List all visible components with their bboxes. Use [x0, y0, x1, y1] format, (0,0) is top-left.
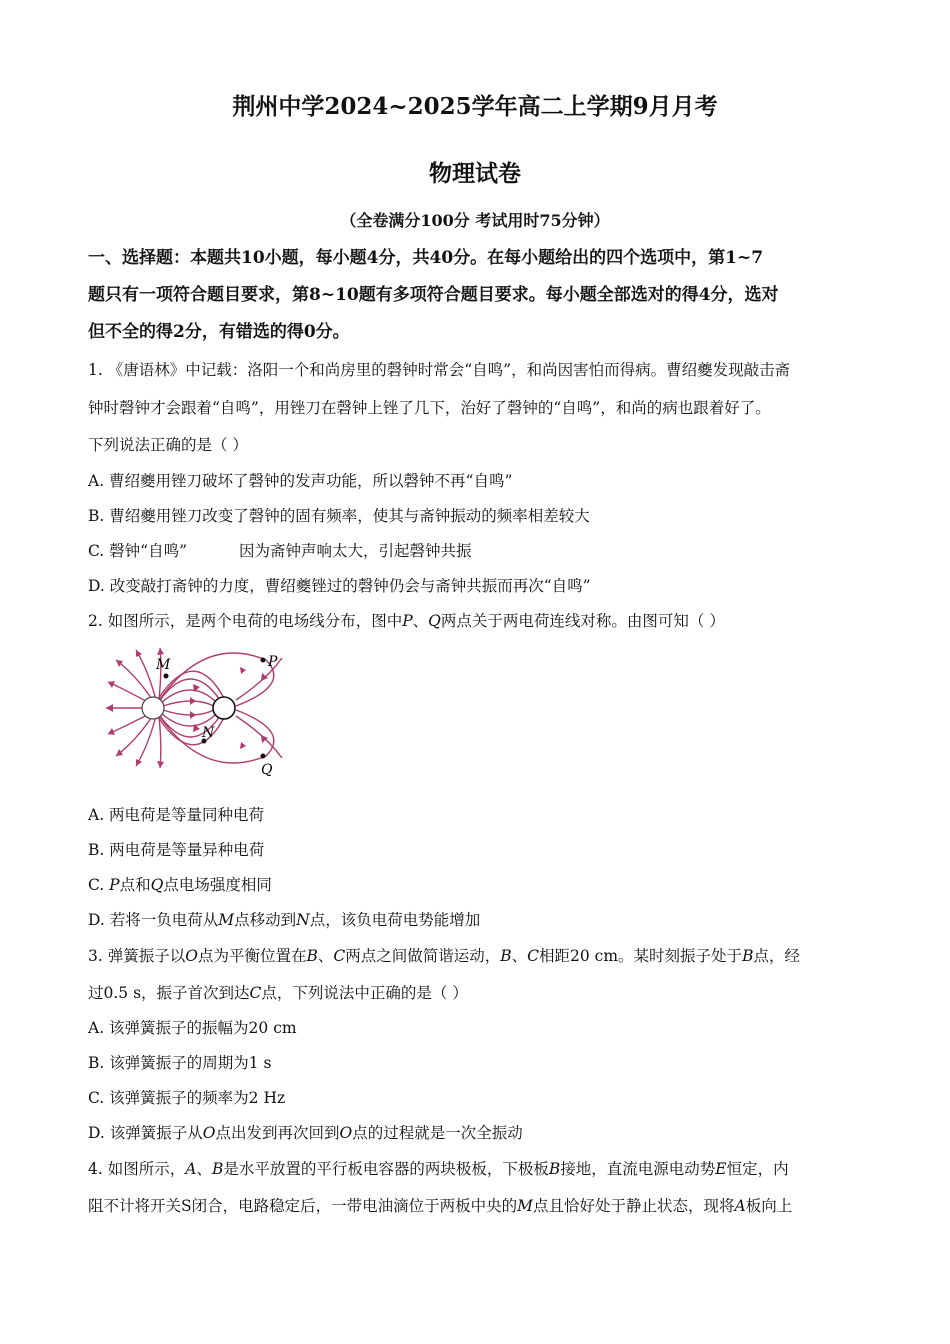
- q4-bvar2: B: [548, 1160, 561, 1178]
- q1-option-b: B. 曹绍夔用锉刀改变了磬钟的固有频率，使其与斋钟振动的频率相差较大: [88, 507, 590, 525]
- q3-stem-line-1: [88, 944, 878, 966]
- point-m-dot: [164, 674, 169, 679]
- q1-option-c-part1: C. 磬钟“自鸣”: [88, 542, 188, 560]
- q4-avar2: A: [734, 1197, 746, 1215]
- q3-sep2: 、: [511, 947, 528, 965]
- section-instructions: [88, 240, 868, 351]
- q2-c-p: P: [109, 876, 120, 894]
- q2-option-b: B. 两电荷是等量异种电荷: [88, 841, 265, 859]
- negative-charge: [213, 697, 235, 719]
- q4-bvar: B: [211, 1160, 224, 1178]
- q4-evar: E: [715, 1160, 727, 1178]
- label-q: Q: [261, 762, 273, 778]
- q2-d-a: D. 若将一负电荷从: [88, 911, 219, 929]
- exam-title: 荆州中学2024~2025学年高二上学期9月月考: [232, 93, 718, 120]
- q2-d-b: 点移动到: [234, 911, 297, 929]
- q1-option-c: [88, 539, 878, 561]
- q3-d-b: 点出发到再次回到: [215, 1124, 340, 1142]
- positive-charge: [142, 697, 164, 719]
- q1-option-c-part2: 因为斋钟声响太大，引起磬钟共振: [239, 542, 472, 560]
- q4-l2a: 阻不计将开关S闭合，电路稳定后，一带电油滴位于两板中央的: [88, 1197, 518, 1215]
- q3-cvar2: C: [527, 947, 540, 965]
- q4-b: 是水平放置的平行板电容器的两块极板，下极板: [223, 1160, 549, 1178]
- q2-d-c: 点，该负电荷电势能增加: [309, 911, 481, 929]
- q2-option-a: A. 两电荷是等量同种电荷: [88, 806, 265, 824]
- q4-mvar: M: [517, 1197, 533, 1215]
- q3-cvar3: C: [249, 984, 262, 1002]
- q2-stem-a: 2. 如图所示，是两个电荷的电场线分布，图中: [88, 612, 403, 630]
- q4-d: 恒定，内: [726, 1160, 789, 1178]
- q3-bvar2: B: [500, 947, 512, 965]
- q4-stem-line-1: [88, 1157, 878, 1179]
- q1-stem-line-1: 1. 《唐语林》中记载：洛阳一个和尚房里的磬钟时常会“自鸣”，和尚因害怕而得病。曹绍夔发现敲击斋: [88, 361, 791, 379]
- q3-l2a: 过0.5 s，振子首次到达: [88, 984, 250, 1002]
- q3-cvar: C: [333, 947, 346, 965]
- label-m: M: [156, 657, 171, 673]
- point-p-dot: [261, 658, 266, 663]
- q1-stem-line-2: 钟时磬钟才会跟着“自鸣”，用锉刀在磬钟上锉了几下，治好了磬钟的“自鸣”，和尚的病也跟着好了。: [88, 399, 771, 417]
- q3-c: 两点之间做简谐运动，: [345, 947, 501, 965]
- q4-l2b: 点且恰好处于静止状态，现将: [533, 1197, 735, 1215]
- q1-stem-line-3: 下列说法正确的是（ ）: [88, 436, 248, 454]
- point-q-dot: [261, 754, 266, 759]
- q1-option-d: D. 改变敲打斋钟的力度，曹绍夔锉过的磬钟仍会与斋钟共振而再次“自鸣”: [88, 577, 591, 595]
- q3-option-b: B. 该弹簧振子的周期为1 s: [88, 1054, 272, 1072]
- q4-l2c: 板向上: [745, 1197, 793, 1215]
- q4-stem-line-2: [88, 1194, 878, 1216]
- q3-d-o2: O: [339, 1124, 353, 1142]
- q2-var-p: P: [402, 612, 413, 630]
- q3-d: 相距20 cm。某时刻振子处于: [539, 947, 743, 965]
- q3-l2b: 点，下列说法中正确的是（ ）: [261, 984, 468, 1002]
- q2-c-a: C.: [88, 876, 110, 894]
- q3-option-a: A. 该弹簧振子的振幅为20 cm: [88, 1019, 297, 1037]
- q2-c-q: Q: [150, 876, 164, 894]
- q2-stem-b: 两点关于两电荷连线对称。由图可知（ ）: [440, 612, 725, 630]
- q4-sep: 、: [196, 1160, 212, 1178]
- section-line-2: 题只有一项符合题目要求，第8~10题有多项符合题目要求。每小题全部选对的得4分，选对: [88, 285, 779, 305]
- q2-c-b: 点和: [119, 876, 151, 894]
- q2-option-d: [88, 908, 878, 930]
- q3-d-a: D. 该弹簧振子从: [88, 1124, 203, 1142]
- q3-sep: 、: [317, 947, 334, 965]
- q3-option-c: C. 该弹簧振子的频率为2 Hz: [88, 1089, 286, 1107]
- q2-option-c: [88, 873, 878, 895]
- q2-d-m: M: [218, 911, 235, 929]
- electric-field-figure: [96, 640, 296, 780]
- exam-info: （全卷满分100分 考试用时75分钟）: [340, 211, 610, 230]
- subject-title: 物理试卷: [429, 160, 521, 187]
- q4-c: 接地，直流电源电动势: [560, 1160, 716, 1178]
- q3-d-o: O: [202, 1124, 216, 1142]
- section-line-1: 一、选择题：本题共10小题，每小题4分，共40分。在每小题给出的四个选项中，第1~7: [88, 248, 764, 268]
- q3-stem-line-2: [88, 981, 878, 1003]
- q4-a: 4. 如图所示，: [88, 1160, 186, 1178]
- q2-c-c: 点电场强度相同: [163, 876, 272, 894]
- q4-avar: A: [185, 1160, 197, 1178]
- q2-d-n: N: [296, 911, 310, 929]
- q1-option-a: A. 曹绍夔用锉刀破坏了磬钟的发声功能，所以磬钟不再“自鸣”: [88, 472, 513, 490]
- label-n: N: [202, 725, 215, 741]
- label-p: P: [268, 654, 278, 670]
- q3-e: 点，经: [753, 947, 800, 965]
- field-lines: [106, 648, 282, 768]
- q3-option-d: [88, 1121, 878, 1143]
- q2-stem: [88, 609, 878, 631]
- q3-a: 3. 弹簧振子以: [88, 947, 186, 965]
- q3-b: 点为平衡位置在: [197, 947, 307, 965]
- section-line-3: 但不全的得2分，有错选的得0分。: [88, 322, 350, 342]
- q3-d-c: 点的过程就是一次全振动: [352, 1124, 523, 1142]
- q2-var-q: Q: [428, 612, 441, 630]
- q2-sep: 、: [412, 612, 429, 630]
- q3-bvar3: B: [742, 947, 754, 965]
- q3-bvar: B: [306, 947, 318, 965]
- q3-o: O: [185, 947, 198, 965]
